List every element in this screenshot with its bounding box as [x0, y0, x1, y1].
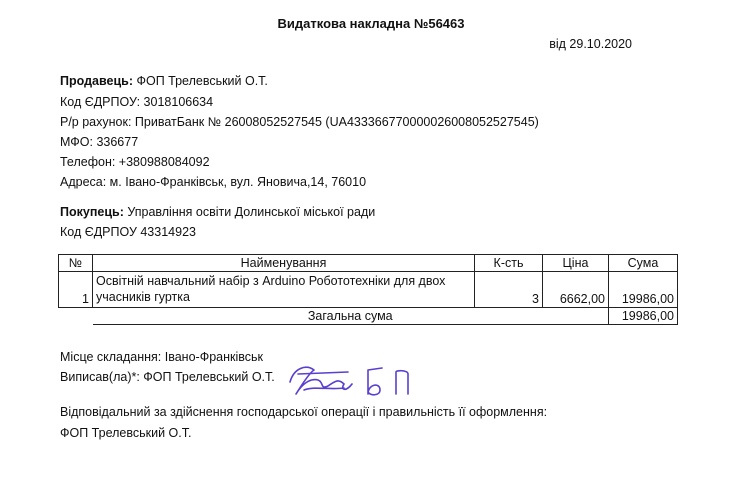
seller-mfo: МФО: 336677: [60, 135, 139, 149]
row-sum: 19986,00: [609, 272, 678, 308]
place-of-issue: Місце складання: Івано-Франківськ: [60, 350, 263, 364]
header-price: Ціна: [543, 255, 609, 272]
signature-image: [284, 360, 414, 402]
header-name: Найменування: [93, 255, 475, 272]
buyer-label: Покупець:: [60, 205, 124, 219]
total-row: [59, 308, 678, 325]
total-label: Загальна сума: [93, 308, 609, 325]
buyer-line: [60, 205, 375, 219]
document-date: від 29.10.2020: [549, 37, 632, 51]
table-row: [59, 272, 678, 308]
seller-account: Р/р рахунок: ПриватБанк № 26008052527545 (UA433366770000026008052527545): [60, 115, 539, 129]
document-title: Видаткова накладна №56463: [277, 16, 465, 31]
seller-name: ФОП Трелевський О.Т.: [136, 74, 268, 88]
row-qty: 3: [475, 272, 543, 308]
buyer-name: Управління освіти Долинської міської ради: [127, 205, 376, 219]
issued-by: Виписав(ла)*: ФОП Трелевський О.Т.: [60, 370, 275, 384]
header-sum: Сума: [609, 255, 678, 272]
seller-label: Продавець:: [60, 74, 133, 88]
seller-address: Адреса: м. Івано-Франківськ, вул. Яновича,14, 76010: [60, 175, 367, 189]
header-qty: К-сть: [475, 255, 543, 272]
table-header-row: [59, 255, 678, 272]
row-price: 6662,00: [543, 272, 609, 308]
responsible-name: ФОП Трелевський О.Т.: [60, 426, 192, 440]
responsible-text: Відповідальний за здійснення господарської операції і правильність її оформлення:: [60, 405, 548, 419]
seller-line: [60, 74, 268, 88]
total-value: 19986,00: [609, 308, 678, 325]
seller-phone: Телефон: +380988084092: [60, 155, 210, 169]
invoice-table: [58, 254, 678, 325]
row-name: Освітній навчальний набір з Arduino Робототехніки для двох учасників гуртка: [93, 272, 475, 308]
seller-edrpou: Код ЄДРПОУ: 3018106634: [60, 95, 214, 109]
row-no: 1: [59, 272, 93, 308]
buyer-edrpou: Код ЄДРПОУ 43314923: [60, 225, 196, 239]
header-no: №: [59, 255, 93, 272]
